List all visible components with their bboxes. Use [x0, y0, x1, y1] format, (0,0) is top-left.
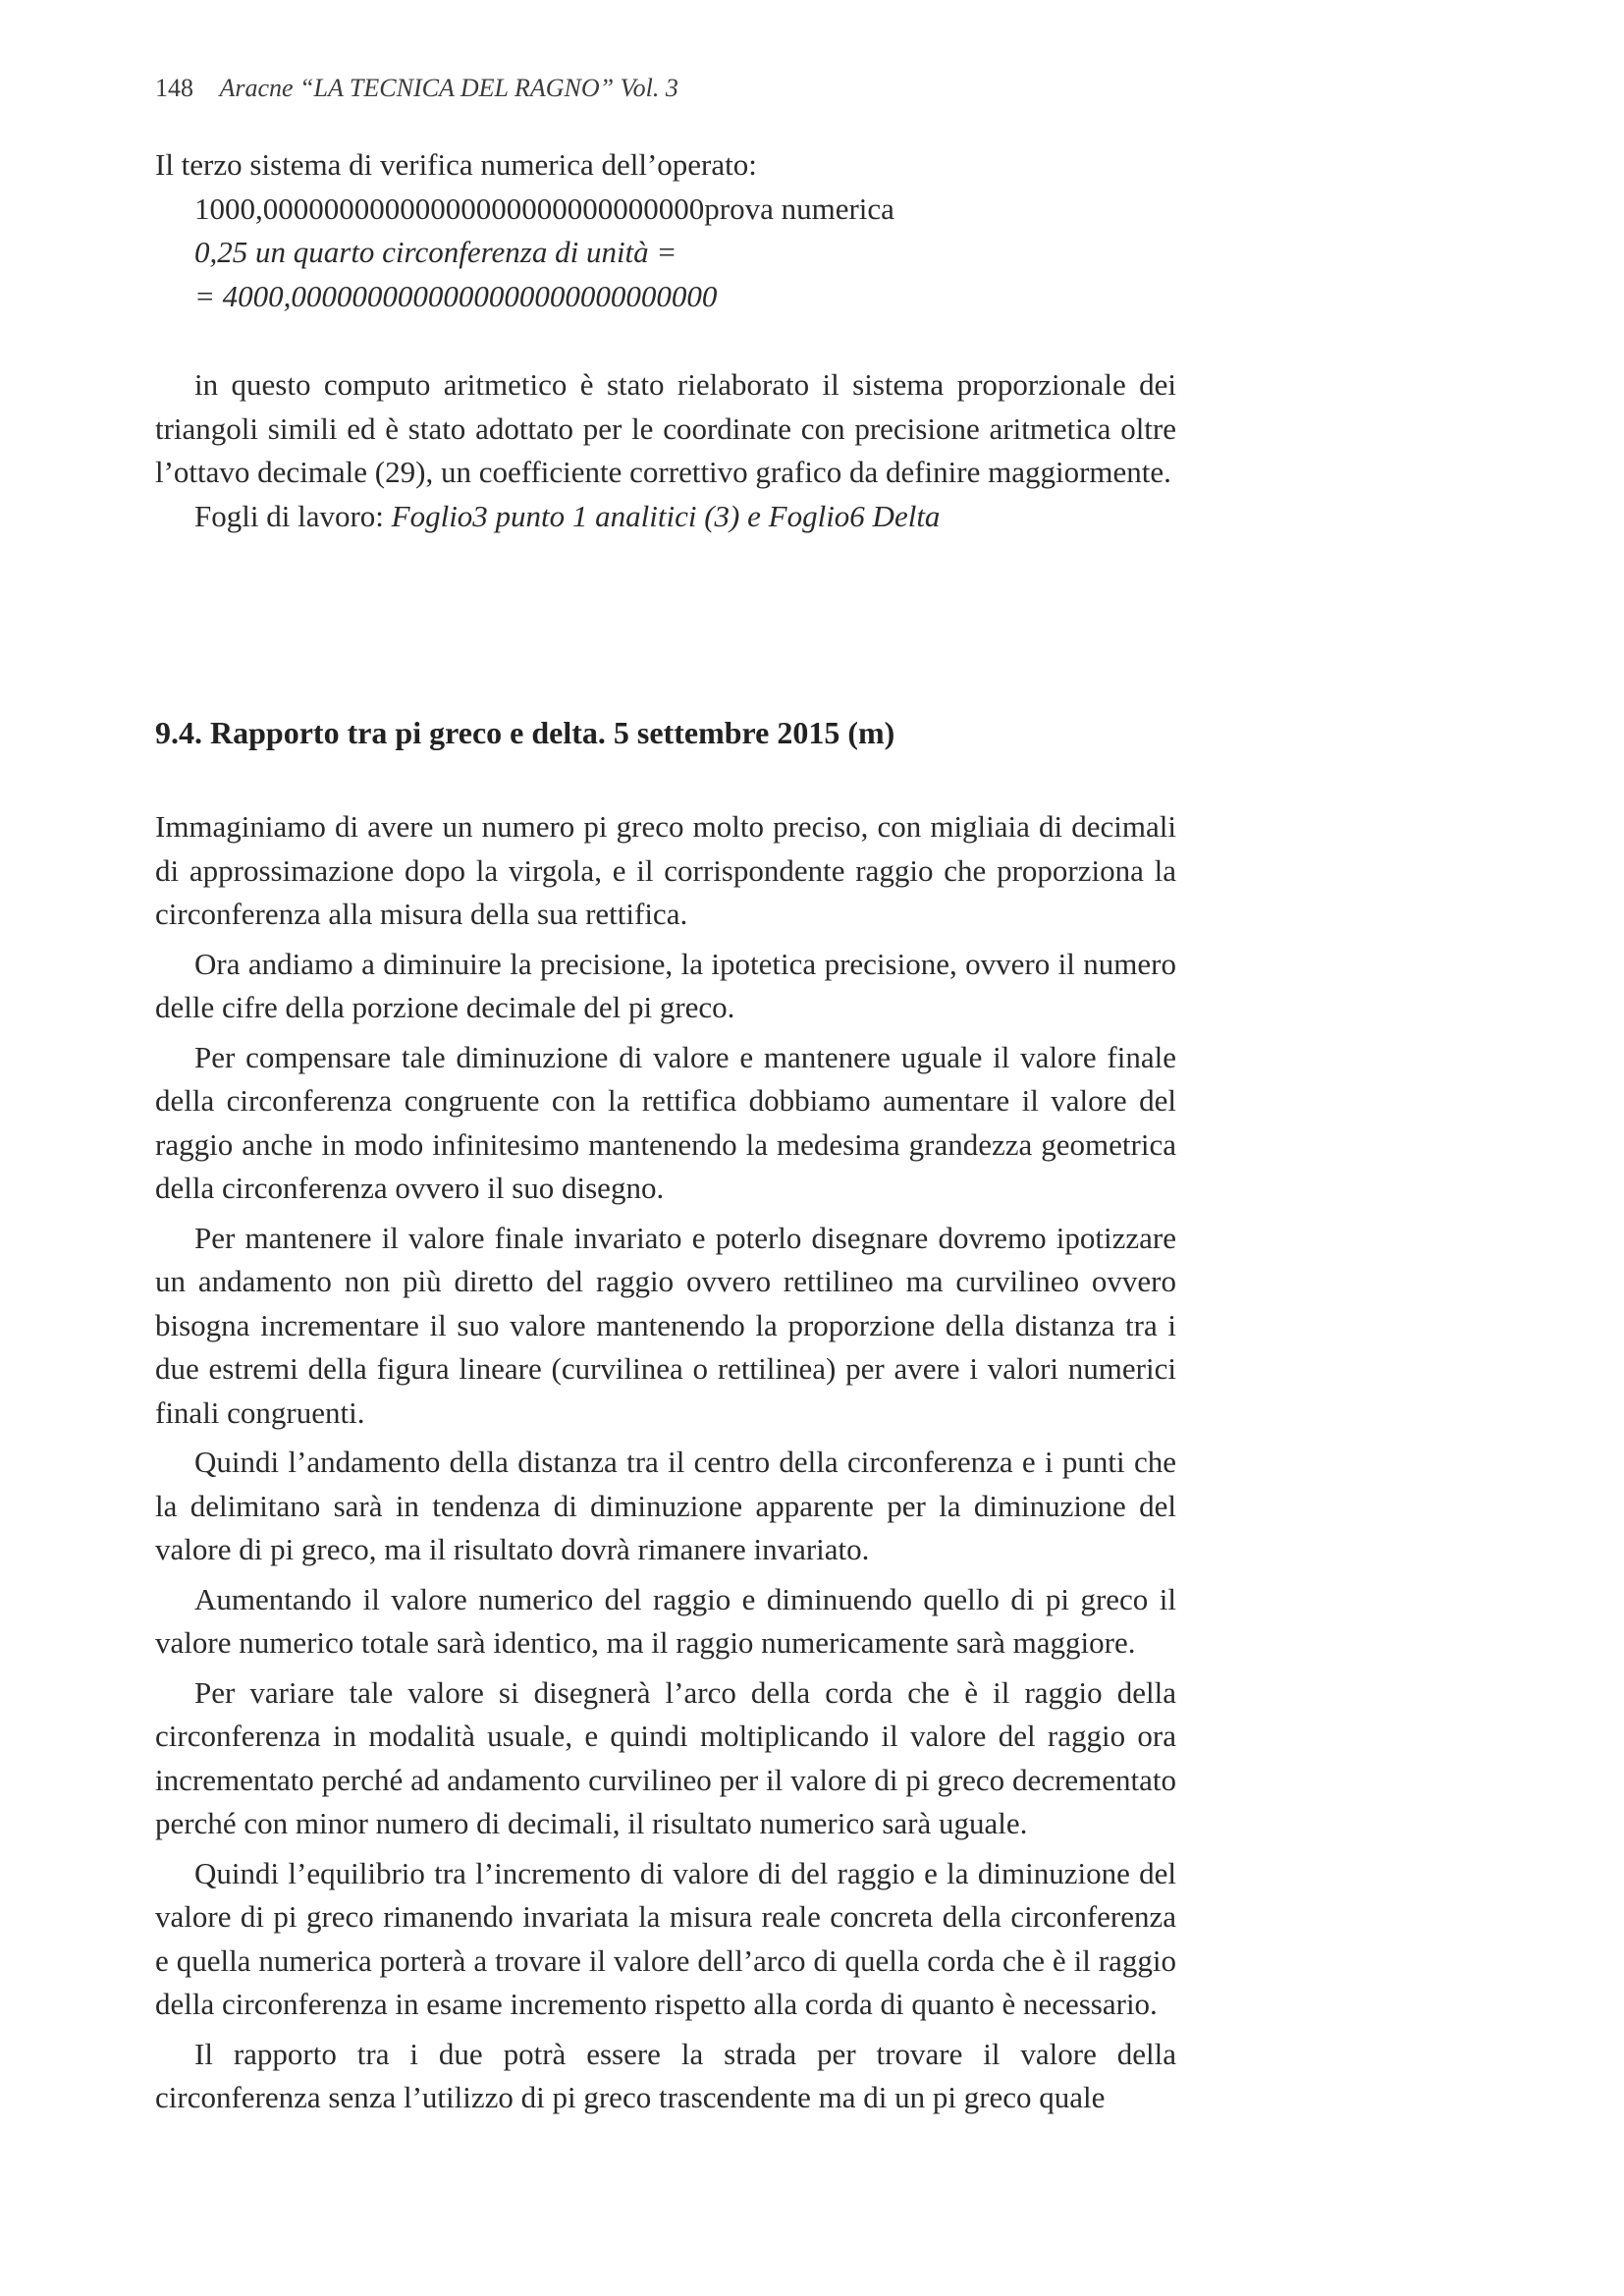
verification-intro: [155, 143, 1176, 318]
paragraph: Per mantenere il valore finale invariato e poterlo disegnare dovremo ipotizzare un andamento non più diretto del raggio ovvero rettilineo ma curvilineo ovvero bisogna incrementare il suo valore mantenendo la proporzione della distanza tra i due estremi della figura lineare (curvilinea o rettilinea) per avere i valori numerici finali congruenti.: [155, 1220, 1176, 1430]
computation-note: [155, 363, 1176, 538]
book-title: Aracne “LA TECNICA DEL RAGNO” Vol. 3: [219, 74, 678, 102]
paragraph: Il rapporto tra i due potrà essere la strada per trovare il valore della circonferenza senza l’utilizzo di pi greco trascendente ma di un pi greco quale: [155, 2036, 1176, 2114]
paragraph: Ora andiamo a diminuire la precisione, la ipotetica precisione, ovvero il numero delle cifre della porzione decimale del pi greco.: [155, 946, 1176, 1024]
paragraph: in questo computo aritmetico è stato rielaborato il sistema proporzionale dei triangoli simili ed è stato adottato per le coordinate con precisione aritmetica oltre l’ottavo decimale (29), un coefficiente correttivo grafico da definire maggiormente.: [155, 367, 1176, 489]
result-line: = 4000,0000000000000000000000000000: [194, 278, 718, 313]
numeric-proof-line: 1000,00000000000000000000000000000prova numerica: [194, 191, 894, 226]
paragraph: Quindi l’equilibrio tra l’incremento di valore di del raggio e la diminuzione del valore di pi greco rimanendo invariata la misura reale concreta della circonferenza e quella numerica porterà a trovare il valore dell’arco di quella corda che è il raggio della circonferenza in esame incremento rispetto alla corda di quanto è necessario.: [155, 1855, 1176, 2021]
paragraph: Immaginiamo di avere un numero pi greco molto preciso, con migliaia di decimali di approssimazione dopo la virgola, e il corrispondente raggio che proporziona la circonferenza alla misura della sua rettifica.: [155, 809, 1176, 931]
paragraph: Per compensare tale diminuzione di valore e mantenere uguale il valore finale della circonferenza congruente con la rettifica dobbiamo aumentare il valore del raggio anche in modo infinitesimo mantenendo la medesima grandezza geometrica della circonferenza ovvero il suo disegno.: [155, 1039, 1176, 1205]
quarter-circumference-line: 0,25 un quarto circonferenza di unità =: [194, 235, 677, 269]
intro-line: Il terzo sistema di verifica numerica dell’operato:: [155, 147, 757, 182]
running-head: [155, 67, 678, 110]
paragraph: Per variare tale valore si disegnerà l’arco della corda che è il raggio della circonferenza in modalità usuale, e quindi moltiplicando il valore del raggio ora incrementato perché ad andamento curvilineo per il valore di pi greco decrementato perché con minor numero di decimali, il risultato numerico sarà uguale.: [155, 1674, 1176, 1840]
section-heading: 9.4. Rapporto tra pi greco e delta. 5 settembre 2015 (m): [155, 715, 895, 750]
paragraph: Quindi l’andamento della distanza tra il centro della circonferenza e i punti che la delimitano sarà in tendenza di diminuzione apparente per la diminuzione del valore di pi greco, ma il risultato dovrà rimanere invariato.: [155, 1445, 1176, 1566]
section-body: [155, 805, 1176, 2126]
page-number: 148: [155, 74, 193, 102]
paragraph: Aumentando il valore numerico del raggio e diminuendo quello di pi greco il valore numerico totale sarà identico, ma il raggio numericamente sarà maggiore.: [155, 1581, 1176, 1660]
worksheets-line: [155, 495, 1176, 539]
worksheets-label: Fogli di lavoro:: [194, 498, 392, 533]
worksheets-value: Foglio3 punto 1 analitici (3) e Foglio6 Delta: [391, 498, 941, 533]
